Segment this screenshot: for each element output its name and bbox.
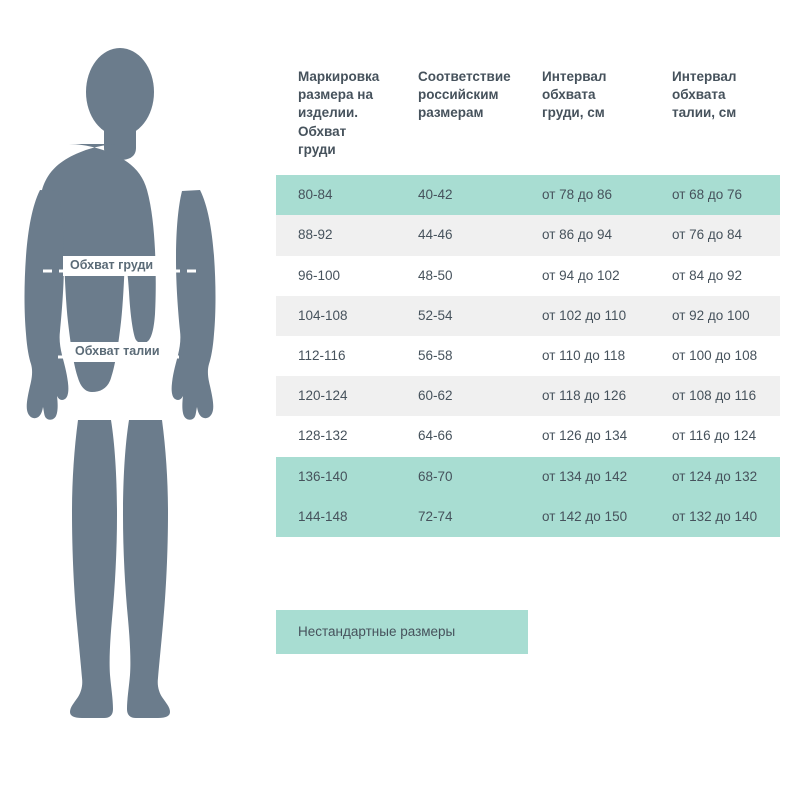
cell-waist-range: от 68 до 76 xyxy=(650,175,780,215)
cell-marking: 88-92 xyxy=(276,215,396,255)
column-header-chest-range: Интервал обхвата груди, см xyxy=(520,62,650,175)
cell-marking: 136-140 xyxy=(276,457,396,497)
cell-waist-range: от 100 до 108 xyxy=(650,336,780,376)
cell-marking: 144-148 xyxy=(276,497,396,537)
cell-russian-size: 48-50 xyxy=(396,256,520,296)
cell-chest-range: от 94 до 102 xyxy=(520,256,650,296)
cell-waist-range: от 124 до 132 xyxy=(650,457,780,497)
table-row xyxy=(276,336,780,376)
table-row xyxy=(276,215,780,255)
size-table-body xyxy=(276,175,780,537)
chest-measure-label: Обхват груди xyxy=(63,256,160,276)
cell-russian-size: 44-46 xyxy=(396,215,520,255)
cell-waist-range: от 108 до 116 xyxy=(650,376,780,416)
cell-chest-range: от 110 до 118 xyxy=(520,336,650,376)
cell-chest-range: от 134 до 142 xyxy=(520,457,650,497)
column-header-marking: Маркировка размера на изделии. Обхват груди xyxy=(276,62,396,175)
cell-marking: 112-116 xyxy=(276,336,396,376)
cell-marking: 96-100 xyxy=(276,256,396,296)
table-row xyxy=(276,175,780,215)
nonstandard-sizes-banner: Нестандартные размеры xyxy=(276,610,528,654)
cell-russian-size: 72-74 xyxy=(396,497,520,537)
cell-chest-range: от 142 до 150 xyxy=(520,497,650,537)
body-figure xyxy=(0,40,270,740)
size-table-wrap xyxy=(276,62,780,537)
cell-marking: 80-84 xyxy=(276,175,396,215)
cell-waist-range: от 84 до 92 xyxy=(650,256,780,296)
cell-russian-size: 52-54 xyxy=(396,296,520,336)
male-body-silhouette-icon xyxy=(0,40,270,740)
cell-russian-size: 60-62 xyxy=(396,376,520,416)
cell-chest-range: от 86 до 94 xyxy=(520,215,650,255)
table-row xyxy=(276,497,780,537)
cell-russian-size: 40-42 xyxy=(396,175,520,215)
table-row xyxy=(276,256,780,296)
table-header-row xyxy=(276,62,780,175)
cell-chest-range: от 78 до 86 xyxy=(520,175,650,215)
cell-waist-range: от 132 до 140 xyxy=(650,497,780,537)
table-row xyxy=(276,376,780,416)
table-row xyxy=(276,457,780,497)
cell-marking: 120-124 xyxy=(276,376,396,416)
table-row xyxy=(276,296,780,336)
cell-waist-range: от 76 до 84 xyxy=(650,215,780,255)
cell-chest-range: от 102 до 110 xyxy=(520,296,650,336)
column-header-waist-range: Интервал обхвата талии, см xyxy=(650,62,780,175)
cell-russian-size: 64-66 xyxy=(396,416,520,456)
cell-chest-range: от 118 до 126 xyxy=(520,376,650,416)
size-table xyxy=(276,62,780,537)
cell-marking: 104-108 xyxy=(276,296,396,336)
column-header-russian-size: Соответствие российским размерам xyxy=(396,62,520,175)
cell-waist-range: от 116 до 124 xyxy=(650,416,780,456)
size-table-head xyxy=(276,62,780,175)
cell-marking: 128-132 xyxy=(276,416,396,456)
cell-russian-size: 56-58 xyxy=(396,336,520,376)
waist-measure-label: Обхват талии xyxy=(68,342,167,362)
table-row xyxy=(276,416,780,456)
cell-russian-size: 68-70 xyxy=(396,457,520,497)
cell-chest-range: от 126 до 134 xyxy=(520,416,650,456)
cell-waist-range: от 92 до 100 xyxy=(650,296,780,336)
